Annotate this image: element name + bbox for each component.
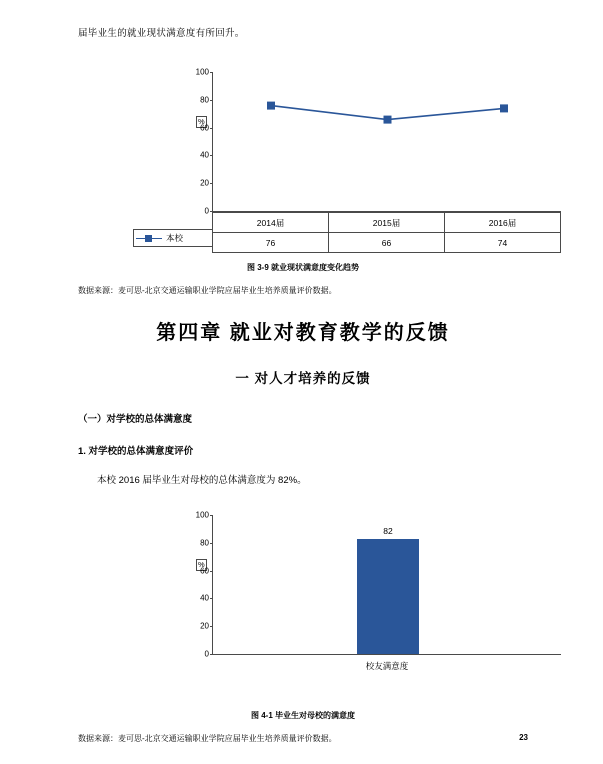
table-cell-value: 66 — [329, 233, 445, 253]
intro-paragraph: 届毕业生的就业现状满意度有所回升。 — [78, 28, 245, 39]
chart2-ytickmark — [210, 626, 213, 627]
table-cell-category: 2014届 — [213, 213, 329, 233]
chart1-plot-area — [195, 67, 561, 216]
table-row-categories — [213, 213, 561, 233]
figure-3-9-source: 数据来源：麦可思-北京交通运输职业学院应届毕业生培养质量评价数据。 — [78, 286, 337, 295]
chart2-ytickmark — [210, 543, 213, 544]
chart2-ytick-100: 100 — [195, 510, 209, 520]
chart1-ytick-60: 60 — [200, 123, 209, 133]
section-heading: 一 对人才培养的反馈 — [235, 371, 371, 386]
page-content — [78, 26, 528, 744]
table-cell-category: 2015届 — [329, 213, 445, 233]
chart2-ytickmark — [210, 654, 213, 655]
chart2-ytickmark — [210, 598, 213, 599]
chapter-heading: 第四章 就业对教育教学的反馈 — [156, 322, 450, 344]
chart1-legend-label: 本校 — [166, 233, 184, 243]
chart2-ytickmark — [210, 515, 213, 516]
chart1-ytick-80: 80 — [200, 95, 209, 105]
figure-3-9-caption: 图 3-9 就业现状满意度变化趋势 — [246, 263, 359, 272]
chart1-legend — [133, 229, 212, 247]
figure-3-9 — [78, 67, 528, 252]
chart1-ytickmark — [210, 72, 213, 73]
chart1-ytick-0: 0 — [204, 206, 209, 216]
chart1-line-series — [213, 72, 562, 212]
chart2-ytickmark — [210, 571, 213, 572]
chart2-plot-area — [195, 510, 561, 659]
figure-4-1 — [78, 510, 528, 700]
chart1-ytickmark — [210, 183, 213, 184]
chart1-data-table — [212, 212, 561, 253]
chart1-ytickmark — [210, 128, 213, 129]
figure-4-1-source: 数据来源：麦可思-北京交通运输职业学院应届毕业生培养质量评价数据。 — [78, 734, 337, 743]
figure-4-1-caption: 图 4-1 毕业生对母校的满意度 — [250, 711, 355, 720]
chart2-unit-label: % — [198, 560, 205, 569]
bar-value-label: 82 — [383, 526, 393, 536]
chart1-ytick-40: 40 — [200, 150, 209, 160]
chart1-ytickmark — [210, 155, 213, 156]
table-cell-value: 74 — [445, 233, 561, 253]
chart1-ytick-20: 20 — [200, 178, 209, 188]
chart2-ytick-60: 60 — [200, 566, 209, 576]
chart2-category-label: 校友满意度 — [365, 661, 409, 671]
page-number: 23 — [519, 733, 528, 742]
chart1-ytick-100: 100 — [195, 67, 209, 77]
item-heading: 1. 对学校的总体满意度评价 — [78, 446, 194, 457]
body-paragraph: 本校 2016 届毕业生对母校的总体满意度为 82%。 — [97, 475, 307, 486]
chart2-ytick-0: 0 — [204, 649, 209, 659]
bar-校友满意度 — [357, 539, 419, 654]
chart1-unit-label: % — [198, 117, 205, 126]
legend-line-marker-icon — [136, 238, 162, 239]
chart1-ytickmark — [210, 100, 213, 101]
table-cell-value: 76 — [213, 233, 329, 253]
chart2-ytick-40: 40 — [200, 593, 209, 603]
table-row-values — [213, 233, 561, 253]
table-cell-category: 2016届 — [445, 213, 561, 233]
subsection-heading: （一）对学校的总体满意度 — [78, 414, 193, 425]
chart2-ytick-20: 20 — [200, 621, 209, 631]
chart2-ytick-80: 80 — [200, 538, 209, 548]
